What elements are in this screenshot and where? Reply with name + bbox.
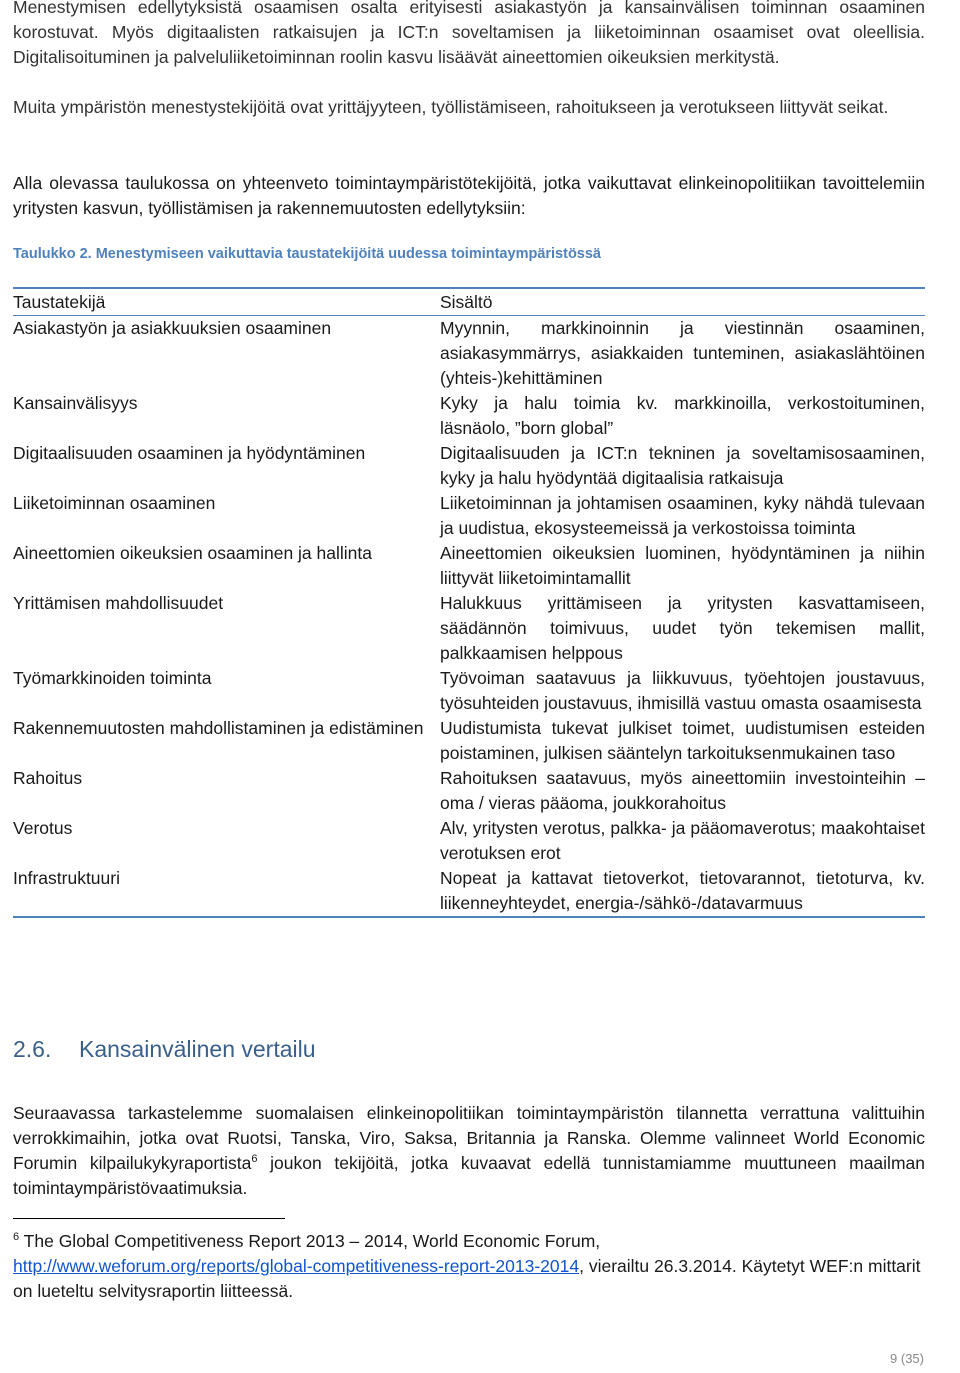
table-row [13, 716, 925, 766]
comparison-text-end: joukon tekijöitä, jotka kuvaavat edellä tunnistamiamme muuttuneen maailman toimintaympäristövaatimuksia. [13, 1153, 925, 1198]
table-row [13, 766, 925, 816]
table-cell-content: Alv, yritysten verotus, palkka- ja pääomaverotus; maakohtaiset verotuksen erot [440, 818, 925, 863]
table-cell-factor: Rakennemuutosten mahdollistaminen ja edistäminen [13, 718, 424, 738]
table-cell-factor: Aineettomien oikeuksien osaaminen ja hallinta [13, 543, 372, 563]
table-cell-factor: Rahoitus [13, 768, 83, 788]
page-number: 9 (35) [890, 1351, 924, 1366]
table-cell-content: Rahoituksen saatavuus, myös aineettomiin investointeihin – oma / vieras pääoma, joukkorahoitus [440, 768, 925, 813]
table-row [13, 441, 925, 491]
table-row [13, 541, 925, 591]
table-header-content: Sisältö [440, 288, 925, 316]
paragraph-intro: Menestymisen edellytyksistä osaamisen osalta erityisesti asiakastyön ja kansainvälisen toiminnan osaaminen korostuvat. Myös digitaalisten ratkaisujen ja ICT:n soveltamisen ja liiketoiminnan osaamiset ovat oleellisia. Digitalisoituminen ja palveluliiketoiminnan roolin kasvu lisäävät aineettomien oikeuksien merkitystä. [13, 0, 925, 67]
table-cell-factor: Kansainvälisyys [13, 393, 138, 413]
table-cell-factor: Verotus [13, 818, 73, 838]
paragraph-other-factors: Muita ympäristön menestystekijöitä ovat yrittäjyyteen, työllistämiseen, rahoitukseen ja verotukseen liittyvät seikat. [13, 97, 889, 117]
table-cell-content: Kyky ja halu toimia kv. markkinoilla, verkostoituminen, läsnäolo, ”born global” [440, 393, 925, 438]
table-header-factor: Taustatekijä [13, 288, 440, 316]
footnote [13, 1229, 925, 1304]
table-cell-content: Liiketoiminnan ja johtamisen osaaminen, kyky nähdä tulevaan ja uudistua, ekosysteemeissä ja verkostoissa toiminta [440, 493, 925, 538]
section-title: Kansainvälinen vertailu [79, 1036, 316, 1062]
table-cell-factor: Infrastruktuuri [13, 868, 120, 888]
footnote-number: 6 [13, 1231, 20, 1244]
table-cell-content: Digitaalisuuden ja ICT:n tekninen ja soveltamisosaaminen, kyky ja halu hyödyntää digitaalisia ratkaisuja [440, 443, 925, 488]
table-cell-factor: Liiketoiminnan osaaminen [13, 493, 216, 513]
footnote-reference[interactable]: 6 [251, 1153, 258, 1166]
table-cell-factor: Yrittämisen mahdollisuudet [13, 593, 224, 613]
paragraph-table-intro: Alla olevassa taulukossa on yhteenveto toimintaympäristötekijöitä, jotka vaikuttavat elinkeinopolitiikan tavoittelemiin yritysten kasvun, työllistämisen ja rakennemuutosten edellytyksiin: [13, 173, 925, 218]
table-row [13, 816, 925, 866]
table-cell-content: Myynnin, markkinoinnin ja viestinnän osaaminen, asiakasymmärrys, asiakkaiden tunteminen, asiakaslähtöinen (yhteis-)kehittäminen [440, 318, 925, 388]
table-cell-content: Halukkuus yrittämiseen ja yritysten kasvattamiseen, säädännön toimivuus, uudet työn tekemisen mallit, palkkaamisen helppous [440, 593, 925, 663]
table-row [13, 491, 925, 541]
table-cell-content: Aineettomien oikeuksien luominen, hyödyntäminen ja niihin liittyvät liiketoimintamallit [440, 543, 925, 588]
footnote-separator [13, 1218, 285, 1219]
table-cell-factor: Digitaalisuuden osaaminen ja hyödyntäminen [13, 443, 366, 463]
footnote-link[interactable]: http://www.weforum.org/reports/global-competitiveness-report-2013-2014 [13, 1256, 580, 1276]
table-row [13, 316, 925, 392]
footnote-text-start: The Global Competitiveness Report 2013 – 2014, World Economic Forum, [19, 1231, 601, 1251]
table-caption: Taulukko 2. Menestymiseen vaikuttavia taustatekijöitä uudessa toimintaympäristössä [13, 246, 601, 262]
table-row [13, 391, 925, 441]
table-row [13, 866, 925, 917]
factors-table [13, 287, 925, 918]
paragraph-comparison [13, 1101, 925, 1201]
table-cell-factor: Asiakastyön ja asiakkuuksien osaaminen [13, 318, 332, 338]
footnote-text-end: , vierailtu 26.3.2014. Käytetyt WEF:n mittarit on lueteltu selvitysraportin liitteessä. [13, 1256, 921, 1301]
table-cell-content: Nopeat ja kattavat tietoverkot, tietovarannot, tietoturva, kv. liikenneyhteydet, energia-/sähkö-/datavarmuus [440, 868, 925, 913]
section-number: 2.6. [13, 1036, 52, 1062]
table-cell-factor: Työmarkkinoiden toiminta [13, 668, 212, 688]
comparison-text-start: Seuraavassa tarkastelemme suomalaisen elinkeinopolitiikan toimintaympäristön tilannetta verrattuna valittuihin verrokkimaihin, jotka ovat Ruotsi, Tanska, Viro, Saksa, Britannia ja Ranska. Olemme valinneet World Economic Forumin kilpailukykyraportista [13, 1103, 925, 1173]
table-cell-content: Uudistumista tukevat julkiset toimet, uudistumisen esteiden poistaminen, julkisen sääntelyn tarkoituksenmukainen taso [440, 718, 925, 763]
table-row [13, 666, 925, 716]
table-row [13, 591, 925, 666]
table-cell-content: Työvoiman saatavuus ja liikkuvuus, työehtojen joustavuus, työsuhteiden joustavuus, ihmisillä vastuu omasta osaamisesta [440, 668, 925, 713]
section-heading [13, 1034, 316, 1064]
